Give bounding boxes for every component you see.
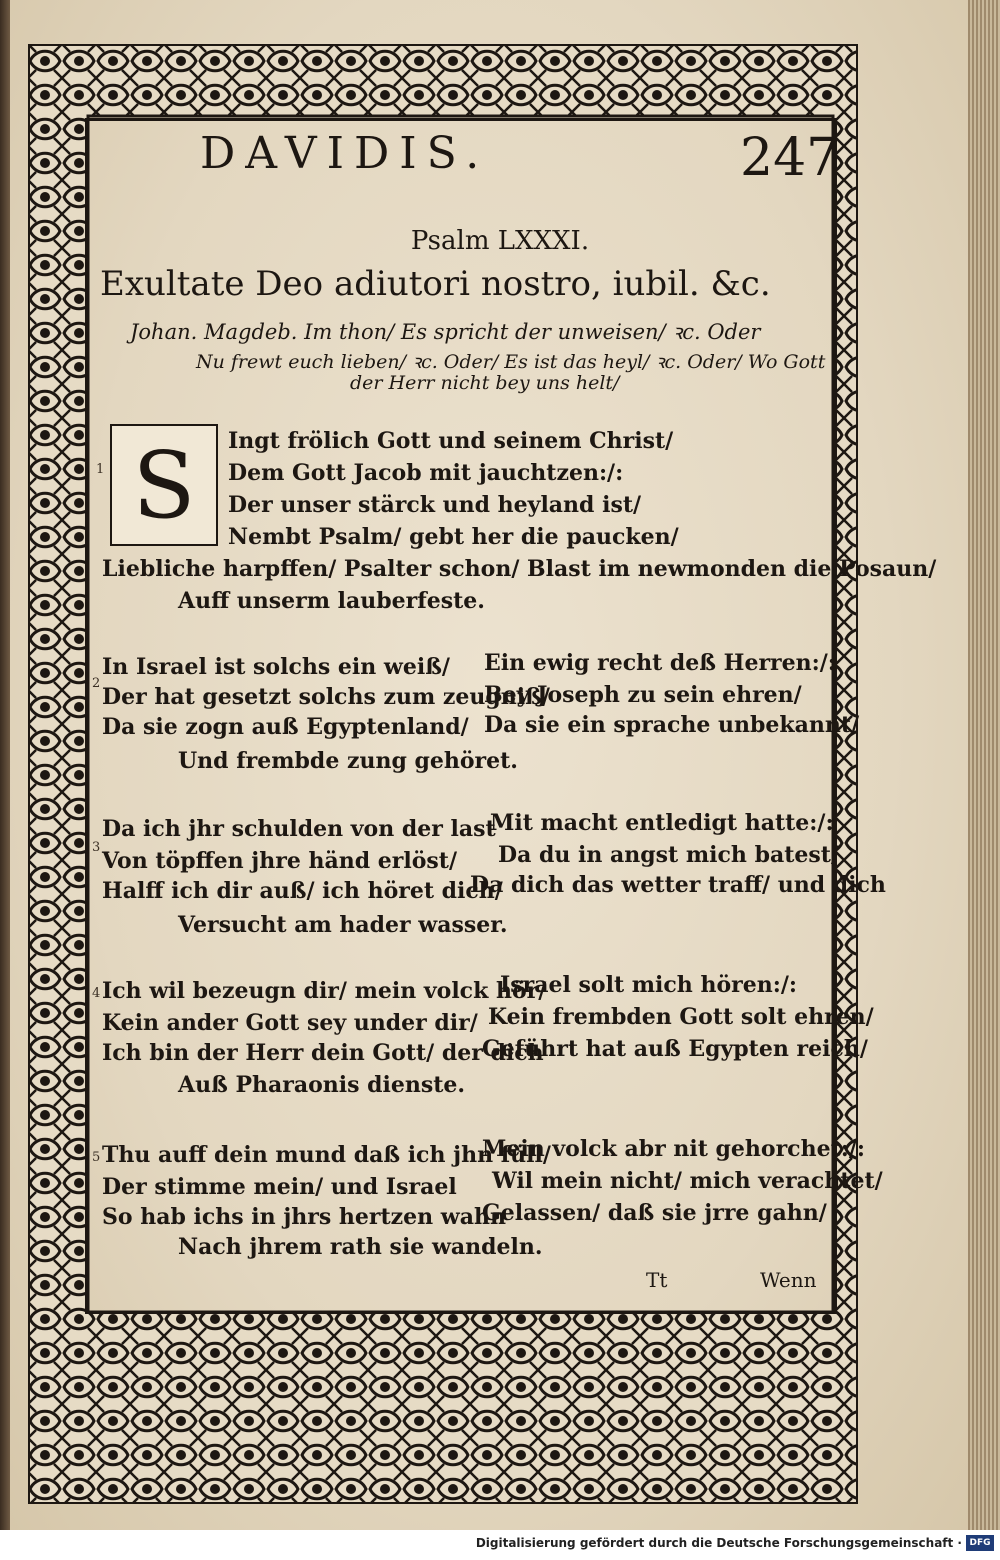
verse-line: Nach jhrem rath sie wandeln. <box>178 1234 543 1260</box>
verse-line: Dem Gott Jacob mit jauchtzen:/: <box>228 460 624 486</box>
decorated-initial: S <box>110 424 218 546</box>
verse-line: Thu auff dein mund daß ich jhn füll/ <box>102 1142 551 1168</box>
verse-line: Wil mein nicht/ mich verachtet/ <box>492 1168 883 1194</box>
latin-title: Exultate Deo adiutori nostro, iubil. &c. <box>100 264 771 304</box>
verse-line: Halff ich dir auß/ ich höret dich/ <box>102 878 503 904</box>
verse-line: Ich bin der Herr dein Gott/ der dich <box>102 1040 544 1066</box>
tune-note-line: der Herr nicht bey uns helt/ <box>350 372 620 394</box>
verse-line: Von töpffen jhre händ erlöst/ <box>102 848 457 874</box>
psalm-number: Psalm LXXXI. <box>410 226 590 256</box>
verse-line: Liebliche harpffen/ Psalter schon/ Blast im newmonden die Posaun/ <box>102 556 937 582</box>
verse-line: Bey Joseph zu sein ehren/ <box>484 682 802 708</box>
verse-line: Da ich jhr schulden von der last <box>102 816 496 842</box>
verse-line: Geführt hat auß Egypten reich/ <box>482 1036 868 1062</box>
verse-line: Ich wil bezeugn dir/ mein volck hör/ <box>102 978 547 1004</box>
signature-mark: Tt <box>646 1268 668 1292</box>
verse-line: In Israel ist solchs ein weiß/ <box>102 654 450 680</box>
verse-line: Ein ewig recht deß Herren:/: <box>484 650 836 676</box>
tune-note-line: Johan. Magdeb. Im thon/ Es spricht der unweisen/ ꝛc. Oder <box>130 320 761 344</box>
verse-line: Versucht am hader wasser. <box>178 912 508 938</box>
verse-line: Nembt Psalm/ gebt her die paucken/ <box>228 524 679 550</box>
verse-line: Auß Pharaonis dienste. <box>178 1072 466 1098</box>
catchword: Wenn <box>760 1268 817 1292</box>
verse-number: 5 <box>92 1150 101 1165</box>
verse-line: Da sie zogn auß Egyptenland/ <box>102 714 469 740</box>
verse-line: Da dich das wetter traff/ und dich <box>470 872 886 898</box>
verse-line: Der stimme mein/ und Israel <box>102 1174 457 1200</box>
verse-number: 1 <box>96 462 105 477</box>
verse-line: Mit macht entledigt hatte:/: <box>490 810 834 836</box>
verse-line: Auff unserm lauberfeste. <box>178 588 485 614</box>
verse-line: Da du in angst mich batest/ <box>498 842 839 868</box>
verse-line: So hab ichs in jhrs hertzen wahn <box>102 1204 506 1230</box>
verse-line: Der unser stärck und heyland ist/ <box>228 492 642 518</box>
verse-line: Und frembde zung gehöret. <box>178 748 518 774</box>
page-number: 247 <box>740 128 840 188</box>
verse-number: 2 <box>92 676 101 691</box>
footer-credit: Digitalisierung gefördert durch die Deutsche Forschungsgemeinschaft · <box>475 1536 962 1550</box>
verse-line: Mein volck abr nit gehorchet:/: <box>482 1136 866 1162</box>
dfg-logo: DFG <box>966 1535 994 1551</box>
tune-note-line: Nu frewt euch lieben/ ꝛc. Oder/ Es ist das heyl/ ꝛc. Oder/ Wo Gott <box>196 351 826 373</box>
verse-line: Kein ander Gott sey under dir/ <box>102 1010 478 1036</box>
verse-line: Der hat gesetzt solchs zum zeugniß/ <box>102 684 550 710</box>
verse-number: 4 <box>92 986 101 1001</box>
verse-line: Kein frembden Gott solt ehren/ <box>488 1004 874 1030</box>
verse-line: Da sie ein sprache unbekannt/ <box>484 712 860 738</box>
running-head: DAVIDIS. <box>200 128 490 179</box>
verse-line: Gelassen/ daß sie jrre gahn/ <box>482 1200 827 1226</box>
verse-number: 3 <box>92 840 101 855</box>
verse-line: Ingt frölich Gott und seinem Christ/ <box>228 428 674 454</box>
verse-line: Israel solt mich hören:/: <box>500 972 797 998</box>
